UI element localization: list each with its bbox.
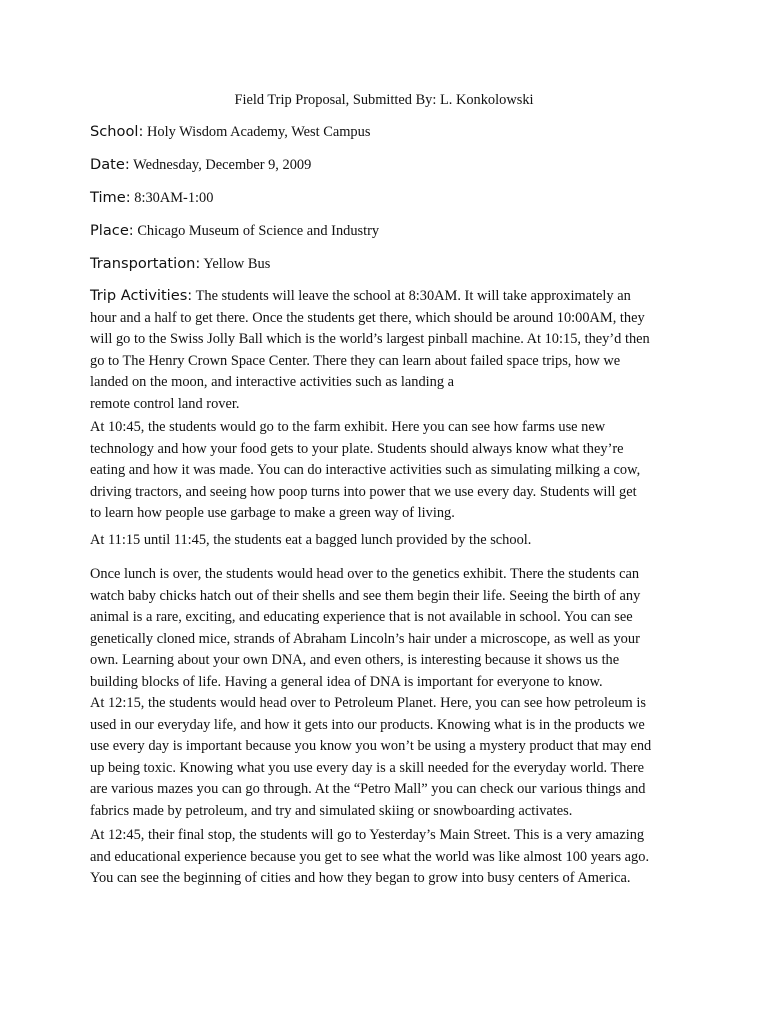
transportation-label: Transportation:: [90, 255, 201, 272]
paragraph-line: Once lunch is over, the students would head over to the genetics exhibit. There the students can: [90, 566, 640, 582]
paragraph-line: building blocks of life. Having a general idea of DNA is important for everyone to know.: [90, 673, 603, 690]
paragraph-line: up being toxic. Knowing what you use every day is a skill needed for the everyday world. There: [90, 759, 645, 776]
paragraph-line: animal is a rare, exciting, and educating experience that is not available in school. You can see: [90, 609, 633, 625]
transportation-field: [90, 253, 690, 275]
paragraph-line: to learn how people use garbage to make a green way of living.: [90, 505, 455, 521]
paragraph-line: and educational experience because you get to see what the world was like almost 100 years ago.: [90, 848, 650, 865]
farm-exhibit-paragraph: [90, 417, 690, 525]
paragraph-line: driving tractors, and seeing how poop turns into power that we use every day. Students will get: [90, 483, 637, 500]
time-field: [90, 187, 690, 209]
paragraph-line: genetically cloned mice, strands of Abraham Lincoln’s hair under a microscope, as well as your: [90, 630, 640, 647]
place-field: [90, 220, 690, 242]
lunch-paragraph: [90, 530, 690, 552]
paragraph-line: remote control land rover.: [90, 395, 240, 412]
paragraph-line: use every day is important because you know you won’t be using a mystery product that may end: [90, 738, 652, 754]
paragraph-line: At 11:15 until 11:45, the students eat a bagged lunch provided by the school.: [90, 532, 532, 548]
school-label: School:: [90, 123, 144, 140]
place-value: Chicago Museum of Science and Industry: [137, 223, 380, 239]
paragraph-line: technology and how your food gets to your plate. Students should always know what they’re: [90, 440, 624, 457]
paragraph-line: hour and a half to get there. Once the students get there, which should be around 10:00AM, they: [90, 309, 645, 326]
date-field: [90, 154, 690, 176]
date-value: Wednesday, December 9, 2009: [133, 157, 312, 173]
place-label: Place:: [90, 222, 134, 239]
paragraph-line: will go to the Swiss Jolly Ball which is the world’s largest pinball machine. At 10:15, they’d then: [90, 331, 650, 347]
paragraph-line: watch baby chicks hatch out of their shells and see them begin their life. Seeing the birth of any: [90, 587, 641, 604]
paragraph-line: [90, 285, 690, 308]
paragraph-line: At 12:45, their final stop, the students will go to Yesterday’s Main Street. This is a very amazing: [90, 827, 645, 843]
petroleum-planet-paragraph: [90, 693, 690, 822]
paragraph-line: At 12:15, the students would head over to Petroleum Planet. Here, you can see how petroleum is: [90, 695, 646, 711]
paragraph-line: eating and how it was made. You can do interactive activities such as simulating milking a cow,: [90, 462, 641, 478]
date-label: Date:: [90, 156, 130, 173]
paragraph-line: You can see the beginning of cities and how they began to grow into busy centers of America.: [90, 870, 631, 886]
transportation-value: Yellow Bus: [203, 256, 271, 272]
paragraph-line-text: The students will leave the school at 8:30AM. It will take approximately an: [195, 288, 631, 304]
paragraph-line: go to The Henry Crown Space Center. There they can learn about failed space trips, how we: [90, 352, 621, 369]
time-label: Time:: [90, 189, 131, 206]
paragraph-line: fabrics made by petroleum, and try and simulated skiing or snowboarding activates.: [90, 802, 573, 819]
paragraph-line: used in our everyday life, and how it gets into our products. Knowing what is in the products we: [90, 716, 645, 733]
paragraph-line: landed on the moon, and interactive activities such as landing a: [90, 374, 455, 390]
school-value: Holy Wisdom Academy, West Campus: [146, 124, 371, 140]
document-title: Field Trip Proposal, Submitted By: L. Konkolowski: [234, 92, 534, 108]
school-field: [90, 121, 690, 143]
paragraph-line: own. Learning about your own DNA, and even others, is interesting because it shows us the: [90, 652, 620, 668]
paragraph-line: At 10:45, the students would go to the farm exhibit. Here you can see how farms use new: [90, 419, 606, 435]
genetics-exhibit-paragraph: [90, 564, 690, 693]
trip-activities-label: Trip Activities:: [90, 287, 193, 304]
trip-activities-paragraph: [90, 285, 690, 415]
time-value: 8:30AM-1:00: [134, 190, 214, 206]
paragraph-line: are various mazes you can go through. At the “Petro Mall” you can check our various things and: [90, 781, 646, 797]
main-street-paragraph: [90, 825, 690, 890]
